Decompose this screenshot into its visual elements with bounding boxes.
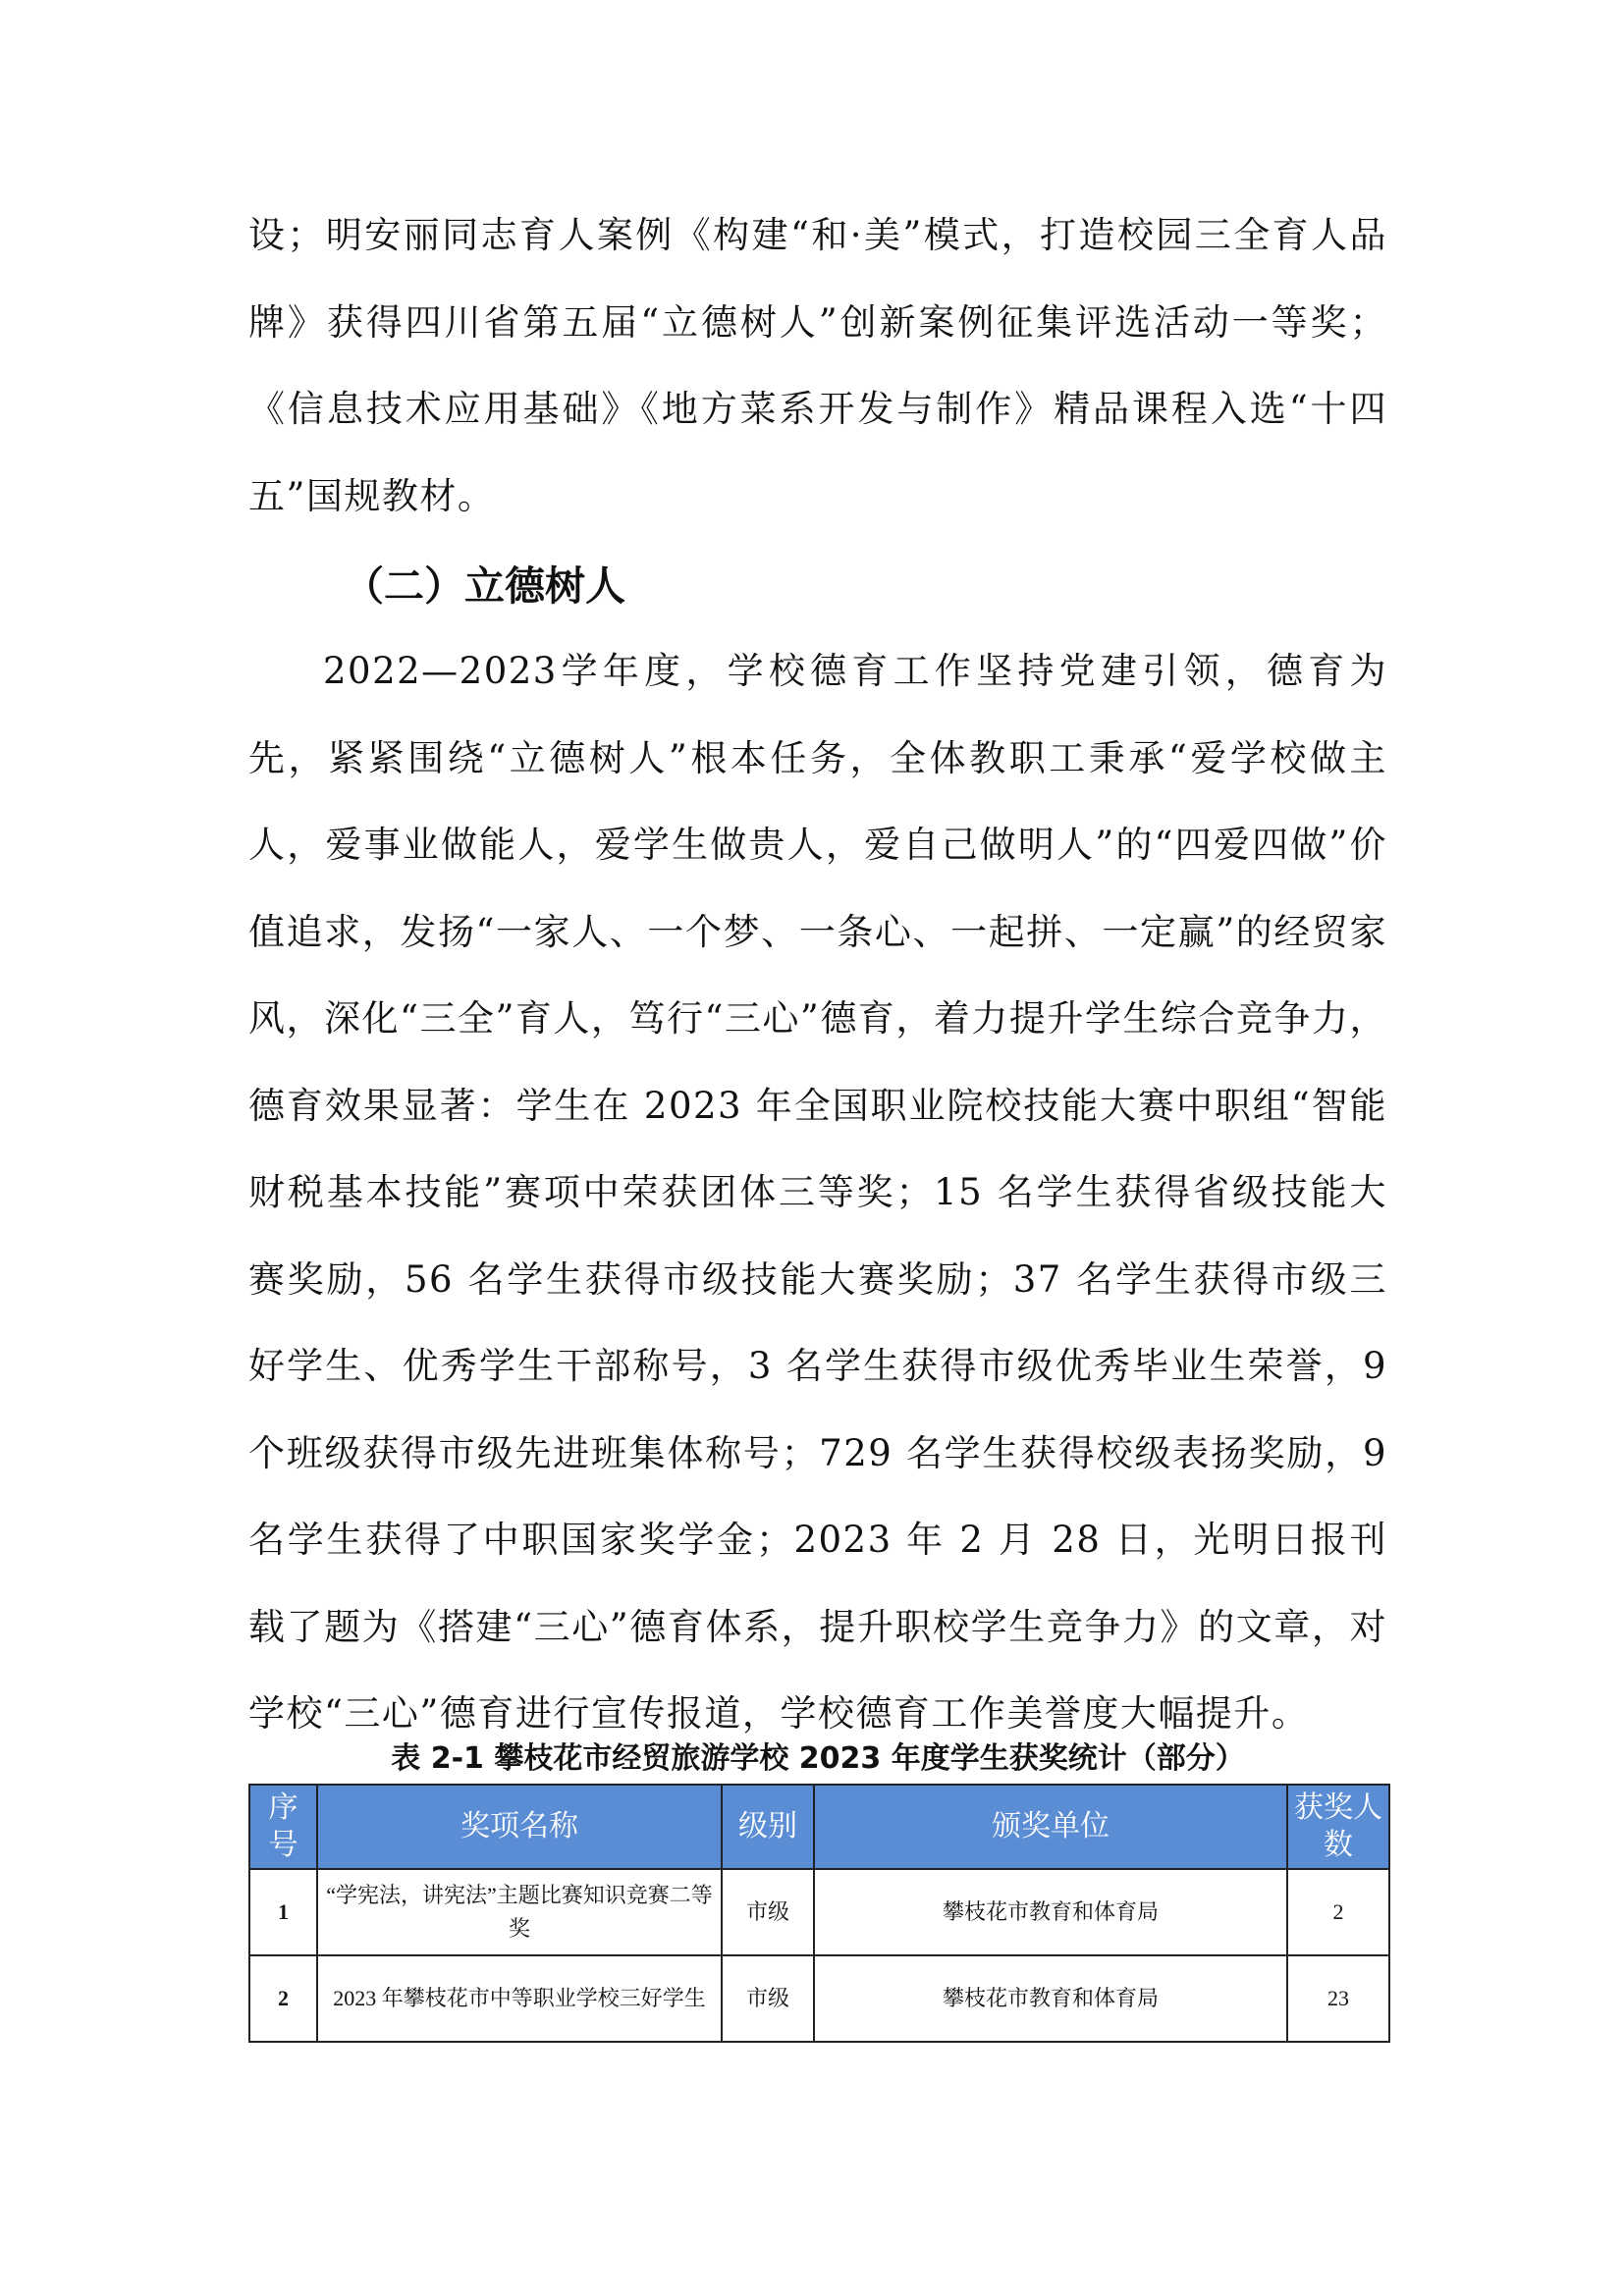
paragraph-intro: 设；明安丽同志育人案例《构建“和·美”模式，打造校园三全育人品牌》获得四川省第五届“立德树人”创新案例征集评选活动一等奖；《信息技术应用基础》《地方菜系开发与制作》精品课程入选“十四五”国规教材。	[248, 214, 1387, 517]
cell-award-name: “学宪法，讲宪法”主题比赛知识竞赛二等奖	[317, 1869, 722, 1955]
cell-count: 2	[1287, 1869, 1389, 1955]
cell-award-name: 2023 年攀枝花市中等职业学校三好学生	[317, 1955, 722, 2042]
header-count: 获奖人数	[1287, 1785, 1389, 1869]
table-caption: 表 2-1 攀枝花市经贸旅游学校 2023 年度学生获奖统计（部分）	[391, 1741, 1245, 1776]
cell-no: 2	[249, 1955, 317, 2042]
header-issuing-unit: 颁奖单位	[814, 1785, 1287, 1869]
awards-table	[248, 1784, 1390, 2043]
cell-issuing-unit: 攀枝花市教育和体育局	[814, 1869, 1287, 1955]
section-heading: （二）立德树人	[344, 562, 625, 610]
cell-count: 23	[1287, 1955, 1389, 2042]
paragraph-moral-education: 2022—2023学年度，学校德育工作坚持党建引领，德育为先，紧紧围绕“立德树人”根本任务，全体教职工秉承“爱学校做主人，爱事业做能人，爱学生做贵人，爱自己做明人”的“四爱四做”价值追求，发扬“一家人、一个梦、一条心、一起拼、一定赢”的经贸家风，深化“三全”育人，笃行“三心”德育，着力提升学生综合竞争力，德育效果显著：学生在 2023 年全国职业院校技能大赛中职组“智能财税基本技能”赛项中荣获团体三等奖；15 名学生获得省级技能大赛奖励，56 名学生获得市级技能大赛奖励；37 名学生获得市级三好学生、优秀学生干部称号，3 名学生获得市级优秀毕业生荣誉，9 个班级获得市级先进班集体称号；729 名学生获得校级表扬奖励，9 名学生获得了中职国家奖学金；2023 年 2 月 28 日，光明日报刊载了题为《搭建“三心”德育体系，提升职校学生竞争力》的文章，对学校“三心”德育进行宣传报道，学校德育工作美誉度大幅提升。	[248, 650, 1387, 1735]
header-no: 序号	[249, 1785, 317, 1869]
header-award-name: 奖项名称	[317, 1785, 722, 1869]
cell-no: 1	[249, 1869, 317, 1955]
header-level: 级别	[722, 1785, 814, 1869]
table-header-row	[249, 1785, 1389, 1869]
table-row	[249, 1869, 1389, 1955]
table-row	[249, 1955, 1389, 2042]
cell-issuing-unit: 攀枝花市教育和体育局	[814, 1955, 1287, 2042]
cell-level: 市级	[722, 1955, 814, 2042]
cell-level: 市级	[722, 1869, 814, 1955]
